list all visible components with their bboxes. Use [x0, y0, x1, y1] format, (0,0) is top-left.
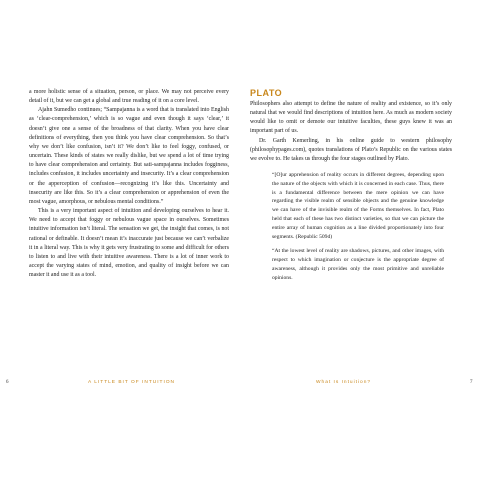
right-paragraph-2: Dr. Garth Kemerling, in his online guide to western philosophy (philosophypages.com), quotes translations of Plato’s Republic on the various states we evolve to. He takes us through the four stages outlined by Plato. — [250, 137, 452, 162]
left-page — [29, 88, 229, 280]
section-heading: PLATO — [250, 88, 283, 98]
right-page-number: 7 — [470, 380, 473, 385]
left-page-number: 6 — [6, 380, 9, 385]
block-quote — [272, 171, 444, 283]
right-running-footer: What Is Intuition? — [316, 380, 372, 385]
right-paragraph-1: Philosophers also attempt to define the nature of reality and existence, so it’s only natural that we would find descriptions of intuition here. As much as modern society would like to omit or demote our intuitive faculties, these guys knew it was an important part of us. — [250, 101, 452, 135]
left-paragraph-3: This is a very important aspect of intuition and developing ourselves to hear it. We need to accept that foggy or nebulous vague space in ourselves. Sometimes intuitive information isn’t literal. The sensation we get, the insight that comes, is not rational or definable. It doesn’t mean it’s inaccurate just because we can’t verbalize it in a literal way. This is why it gets very frustrating to some and difficult for others to listen to and live with their intuitive awareness. There is a lot of inner work to accept the varying states of mind, emotion, and quality of insight before we can master it and use it as a tool. — [29, 208, 229, 279]
right-page — [250, 88, 452, 289]
quote-paragraph-1: “[O]ur apprehension of reality occurs in different degrees, depending upon the nature of the objects with which it is concerned in each case. Thus, there is a fundamental difference between the mere opinion we can have regarding the visible realm of sensible objects and the genuine knowledge we can have of the invisible realm of the Forms themselves. In fact, Plato held that each of these has two distinct varieties, so that we can picture the entire array of human cognition as a line divided proportionately into four segments. (Republic 509d) — [272, 172, 444, 240]
quote-paragraph-2: “At the lowest level of reality are shadows, pictures, and other images, with respect to which imagination or conjecture is the appropriate degree of awareness, although it provides only the most primitive and unreliable opinions. — [272, 248, 444, 281]
left-running-footer: A LITTLE BIT OF INTUITION — [88, 380, 176, 385]
left-paragraph-2: Ajahn Sumedho continues; “Sampajanna is a word that is translated into English as ‘clear-comprehension,’ which is so vague and even though it says ‘clear,’ it doesn’t give one a sense of the broadness of that clarity. When you have clear definitions of everything, then you think you have clear comprehension. So that’s why we don’t like confusion, isn’t it? We don’t like to feel foggy, confused, or uncertain. These kinds of states we really dislike, but we spend a lot of time trying to have clear comprehension and certainty. But sati-sampajanna includes fogginess, includes confusion, it includes uncertainty and insecurity. It’s a clear comprehension or the apperception of confusion—recognizing it’s like this. Uncertainty and insecurity are like this. So it’s a clear comprehension or apprehension of even the most vague, amorphous, or nebulous mental conditions.” — [29, 107, 229, 205]
left-paragraph-1: a more holistic sense of a situation, person, or place. We may not perceive every detail of it, but we can get a global and true reading of it on a core level. — [29, 89, 229, 105]
